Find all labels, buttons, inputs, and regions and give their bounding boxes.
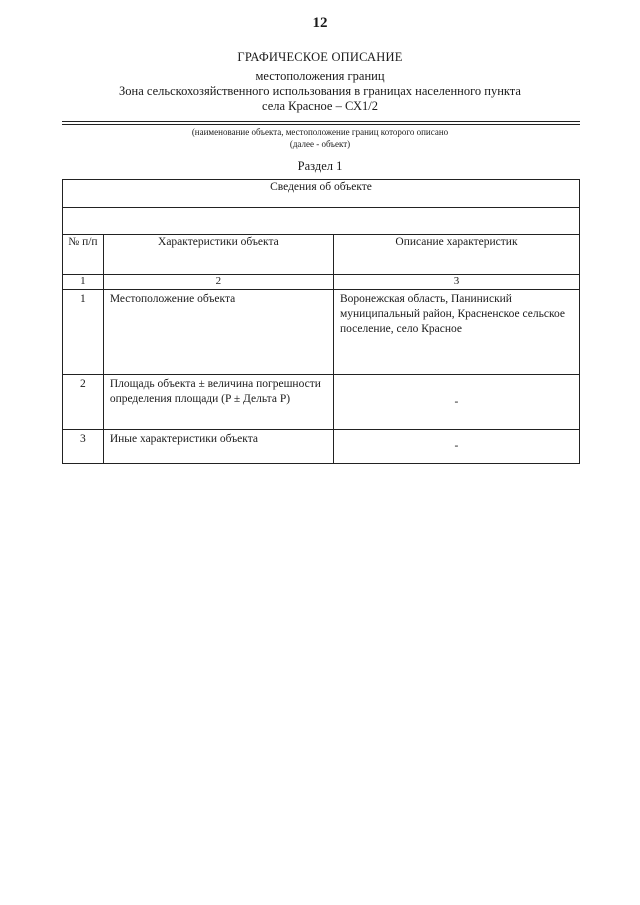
row-description: - [333, 375, 579, 430]
document-title: ГРАФИЧЕСКОЕ ОПИСАНИЕ [237, 50, 403, 64]
row-characteristic: Площадь объекта ± величина погрешности определения площади (P ± Дельта P) [103, 375, 333, 430]
caption-line: (далее - объект) [289, 139, 351, 149]
row-description: - [333, 430, 579, 464]
caption-line: (наименование объекта, местоположение границ которого описано [191, 127, 449, 137]
row-number: 3 [63, 430, 104, 464]
column-number: 1 [63, 275, 104, 290]
object-caption [60, 126, 580, 150]
column-header-number: № п/п [63, 235, 104, 275]
title-block [60, 50, 580, 114]
title-underline [62, 121, 580, 122]
column-header-characteristic: Характеристики объекта [103, 235, 333, 275]
column-number: 3 [333, 275, 579, 290]
section-title: Раздел 1 [297, 159, 343, 173]
table-header: Сведения об объекте [63, 180, 580, 208]
table-row [63, 290, 580, 375]
row-number: 1 [63, 290, 104, 375]
blank-row [63, 208, 580, 235]
row-characteristic: Местоположение объекта [103, 290, 333, 375]
title-underline [62, 124, 580, 125]
row-characteristic: Иные характеристики объекта [103, 430, 333, 464]
table-row [63, 430, 580, 464]
subtitle-line: Зона сельскохозяйственного использования в границах населенного пункта [119, 84, 521, 98]
page-number: 12 [312, 15, 328, 31]
subtitle-line: села Красное – СХ1/2 [262, 99, 378, 113]
column-number: 2 [103, 275, 333, 290]
row-number: 2 [63, 375, 104, 430]
subtitle-line: местоположения границ [255, 69, 385, 83]
object-info-table [62, 179, 580, 464]
table-row [63, 375, 580, 430]
column-header-description: Описание характеристик [333, 235, 579, 275]
row-description: Воронежская область, Паниниский муниципальный район, Красненское сельское поселение, село Красное [333, 290, 579, 375]
